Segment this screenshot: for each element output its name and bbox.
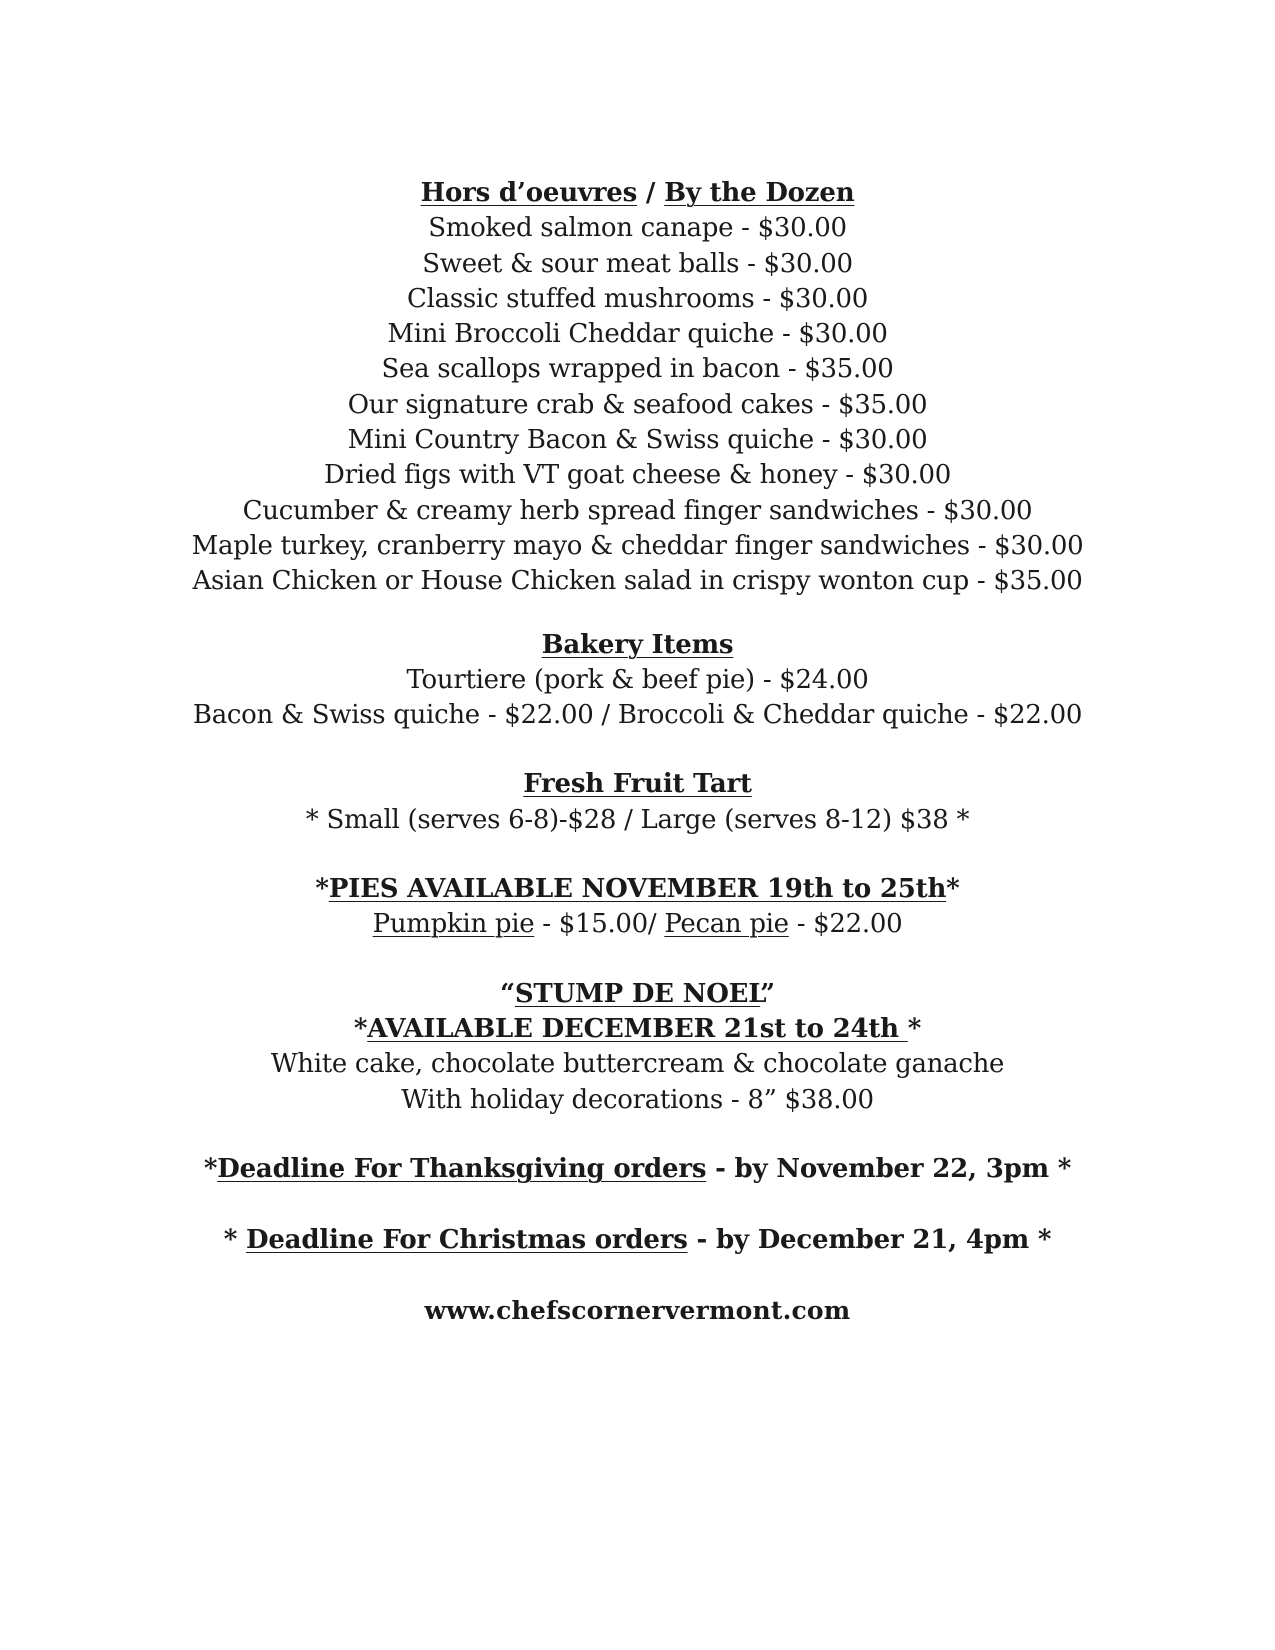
- menu-item: Maple turkey, cranberry mayo & cheddar finger sandwiches - $30.00: [191, 530, 1084, 561]
- hors-doeuvres-title: Hors d’oeuvres: [420, 178, 638, 208]
- stump-star-left: *: [353, 1013, 368, 1044]
- xmas-end: *: [1029, 1225, 1052, 1256]
- pies-title: PIES AVAILABLE NOVEMBER 19th to 25th: [328, 874, 947, 905]
- stump-quote-open: “: [500, 978, 515, 1009]
- thanksgiving-deadline: [0, 1152, 1275, 1187]
- menu-page: [0, 176, 1275, 1328]
- menu-item: Our signature crab & seafood cakes - $35.00: [347, 389, 928, 420]
- xmas-star: *: [223, 1225, 246, 1256]
- thanks-end: *: [1048, 1153, 1072, 1184]
- menu-item: Smoked salmon canape - $30.00: [428, 213, 847, 244]
- stump-description: White cake, chocolate buttercream & chocolate ganache: [270, 1049, 1005, 1080]
- bakery-title: Bakery Items: [541, 629, 734, 660]
- fruit-tart-heading: [0, 767, 1275, 802]
- xmas-title: Deadline For Christmas orders: [245, 1225, 688, 1256]
- stump-availability: [0, 1012, 1275, 1047]
- stump-quote-close: ”: [760, 978, 775, 1009]
- pies-star-right: *: [946, 874, 960, 905]
- pies-line: [0, 907, 1275, 942]
- pumpkin-price: - $15.00/: [534, 909, 665, 940]
- thanks-title: Deadline For Thanksgiving orders: [217, 1153, 707, 1184]
- pies-heading: [0, 872, 1275, 907]
- hors-doeuvres-heading: [0, 176, 1275, 211]
- stump-availability-text: AVAILABLE DECEMBER 21st to 24th: [367, 1013, 908, 1044]
- pies-star-left: *: [315, 874, 329, 905]
- bakery-item: Bacon & Swiss quiche - $22.00 / Broccoli & Cheddar quiche - $22.00: [192, 700, 1083, 731]
- heading-separator: /: [637, 178, 665, 208]
- by-the-dozen-title: By the Dozen: [664, 178, 855, 208]
- christmas-deadline: [0, 1223, 1275, 1258]
- menu-item: Classic stuffed mushrooms - $30.00: [407, 283, 868, 314]
- fruit-tart-title: Fresh Fruit Tart: [523, 769, 752, 800]
- menu-item: Mini Broccoli Cheddar quiche - $30.00: [387, 319, 888, 350]
- pecan-pie: Pecan pie: [664, 909, 789, 940]
- stump-star-right: *: [907, 1013, 922, 1044]
- menu-item: Mini Country Bacon & Swiss quiche - $30.00: [347, 425, 928, 456]
- stump-title: STUMP DE NOEL: [514, 978, 761, 1009]
- pumpkin-pie: Pumpkin pie: [372, 909, 535, 940]
- fruit-tart-sizes: * Small (serves 6-8)-$28 / Large (serves 8-12) $38 *: [305, 804, 970, 835]
- menu-item: Dried figs with VT goat cheese & honey - $30.00: [324, 460, 951, 491]
- menu-item: Cucumber & creamy herb spread finger sandwiches - $30.00: [242, 495, 1033, 526]
- bakery-item: Tourtiere (pork & beef pie) - $24.00: [406, 664, 869, 695]
- bakery-heading: [0, 628, 1275, 663]
- stump-heading: [0, 977, 1275, 1012]
- pecan-price: - $22.00: [788, 909, 903, 940]
- xmas-rest: - by December 21, 4pm: [687, 1225, 1030, 1256]
- stump-description: With holiday decorations - 8” $38.00: [401, 1084, 874, 1115]
- thanks-star: *: [203, 1153, 218, 1184]
- menu-item: Sea scallops wrapped in bacon - $35.00: [381, 354, 894, 385]
- thanks-rest: - by November 22, 3pm: [706, 1153, 1049, 1184]
- website-link[interactable]: www.chefscornervermont.com: [424, 1296, 851, 1326]
- menu-item: Sweet & sour meat balls - $30.00: [422, 248, 853, 279]
- menu-item: Asian Chicken or House Chicken salad in crispy wonton cup - $35.00: [192, 566, 1083, 597]
